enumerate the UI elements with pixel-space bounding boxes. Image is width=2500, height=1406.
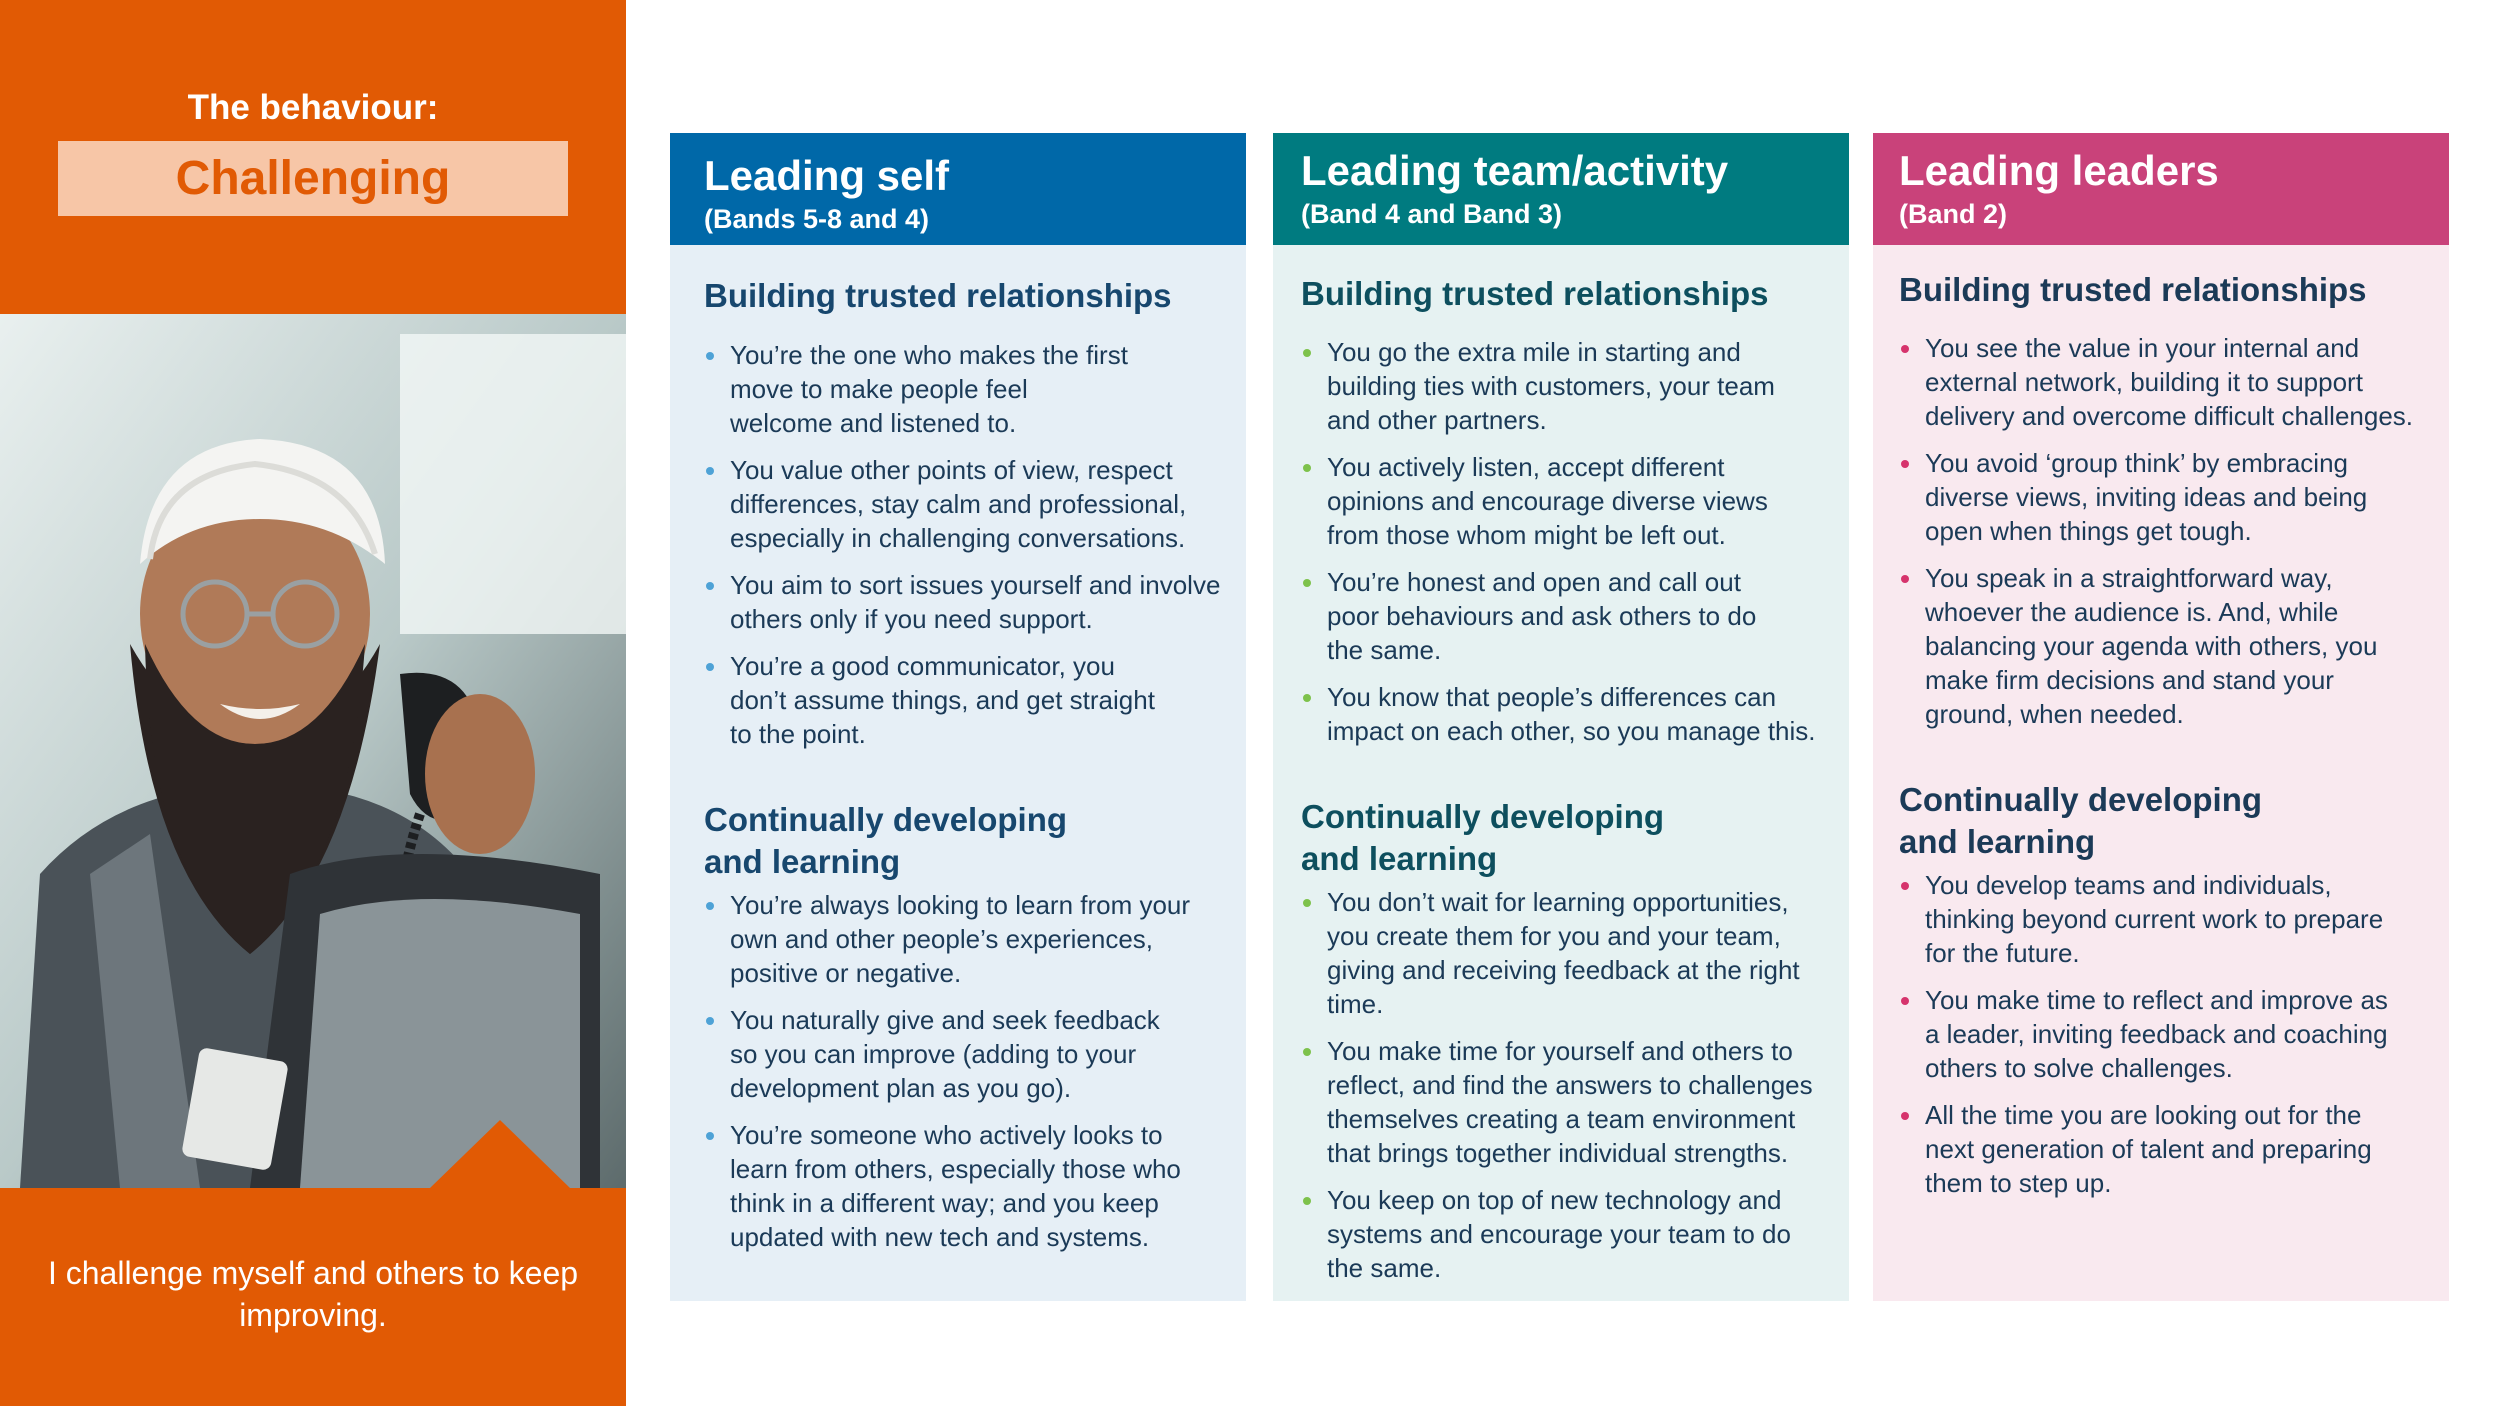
section-title: Continually developing and learning xyxy=(1899,781,2263,860)
list-item: You naturally give and seek feedback so you can improve (adding to your development plan as you go). xyxy=(704,1003,1164,1105)
bullet-list xyxy=(1899,868,2429,1200)
column-body xyxy=(1873,269,2449,1200)
column-body xyxy=(670,275,1246,1254)
column-leading-leaders xyxy=(1873,133,2449,1301)
bullet-list xyxy=(1301,335,1829,748)
column-header xyxy=(1273,133,1849,245)
column-title: Leading leaders xyxy=(1899,147,2219,194)
list-item: You’re someone who actively looks to learn from others, especially those who think in a different way; and you keep updated with new tech and systems. xyxy=(704,1118,1214,1254)
list-item: You’re always looking to learn from your own and other people’s experiences, positive or negative. xyxy=(704,888,1219,990)
section-title: Continually developing and learning xyxy=(1301,798,1665,877)
section-title: Building trusted relationships xyxy=(1301,275,1769,312)
behaviour-name: Challenging xyxy=(175,152,451,205)
list-item: You see the value in your internal and external network, building it to support delivery and overcome difficult challenges. xyxy=(1899,331,2429,433)
bullet-list xyxy=(1899,331,2429,731)
behaviour-quote: I challenge myself and others to keep improving. xyxy=(47,1255,579,1333)
list-item: You value other points of view, respect differences, stay calm and professional, especially in challenging conversations. xyxy=(704,453,1204,555)
column-title: Leading team/activity xyxy=(1301,147,1729,194)
behaviour-panel xyxy=(0,0,626,1406)
list-item: You speak in a straightforward way, whoever the audience is. And, while balancing your agenda with others, you make firm decisions and stand your ground, when needed. xyxy=(1899,561,2379,731)
section-title: Building trusted relationships xyxy=(1899,271,2367,308)
list-item: You keep on top of new technology and systems and encourage your team to do the same. xyxy=(1301,1183,1801,1285)
column-subtitle: (Band 4 and Band 3) xyxy=(1301,199,1563,229)
list-item: You avoid ‘group think’ by embracing diverse views, inviting ideas and being open when things get tough. xyxy=(1899,446,2399,548)
section-title: Building trusted relationships xyxy=(704,277,1172,314)
list-item: You don’t wait for learning opportunities, you create them for you and your team, giving and receiving feedback at the right time. xyxy=(1301,885,1821,1021)
list-item: You go the extra mile in starting and building ties with customers, your team and other partners. xyxy=(1301,335,1801,437)
column-leading-self xyxy=(670,133,1246,1301)
column-header xyxy=(1873,133,2449,245)
photo-man-on-phone xyxy=(0,314,626,1188)
list-item: You know that people’s differences can impact on each other, so you manage this. xyxy=(1301,680,1829,748)
behaviour-label: The behaviour: xyxy=(187,88,439,127)
list-item: You make time for yourself and others to reflect, and find the answers to challenges themselves creating a team environment that brings together individual strengths. xyxy=(1301,1034,1821,1170)
list-item: All the time you are looking out for the next generation of talent and preparing them to step up. xyxy=(1899,1098,2399,1200)
list-item: You’re the one who makes the first move to make people feel welcome and listened to. xyxy=(704,338,1134,440)
photo-notch-arrow xyxy=(430,1120,570,1188)
column-body xyxy=(1273,273,1849,1285)
bullet-list xyxy=(704,888,1226,1254)
list-item: You develop teams and individuals, thinking beyond current work to prepare for the future. xyxy=(1899,868,2399,970)
bullet-list xyxy=(704,338,1226,751)
column-subtitle: (Band 2) xyxy=(1899,199,2007,229)
list-item: You’re a good communicator, you don’t assume things, and get straight to the point. xyxy=(704,649,1174,751)
list-item: You actively listen, accept different opinions and encourage diverse views from those whom might be left out. xyxy=(1301,450,1781,552)
column-leading-team xyxy=(1273,133,1849,1301)
bullet-list xyxy=(1301,885,1829,1285)
list-item: You make time to reflect and improve as a leader, inviting feedback and coaching others to solve challenges. xyxy=(1899,983,2409,1085)
section-title: Continually developing and learning xyxy=(704,801,1068,880)
behaviour-name-box xyxy=(58,141,568,216)
list-item: You’re honest and open and call out poor behaviours and ask others to do the same. xyxy=(1301,565,1781,667)
column-title: Leading self xyxy=(704,152,950,199)
list-item: You aim to sort issues yourself and involve others only if you need support. xyxy=(704,568,1226,636)
column-subtitle: (Bands 5-8 and 4) xyxy=(704,204,930,234)
photo-illustration xyxy=(0,314,626,1188)
column-header xyxy=(670,133,1246,245)
